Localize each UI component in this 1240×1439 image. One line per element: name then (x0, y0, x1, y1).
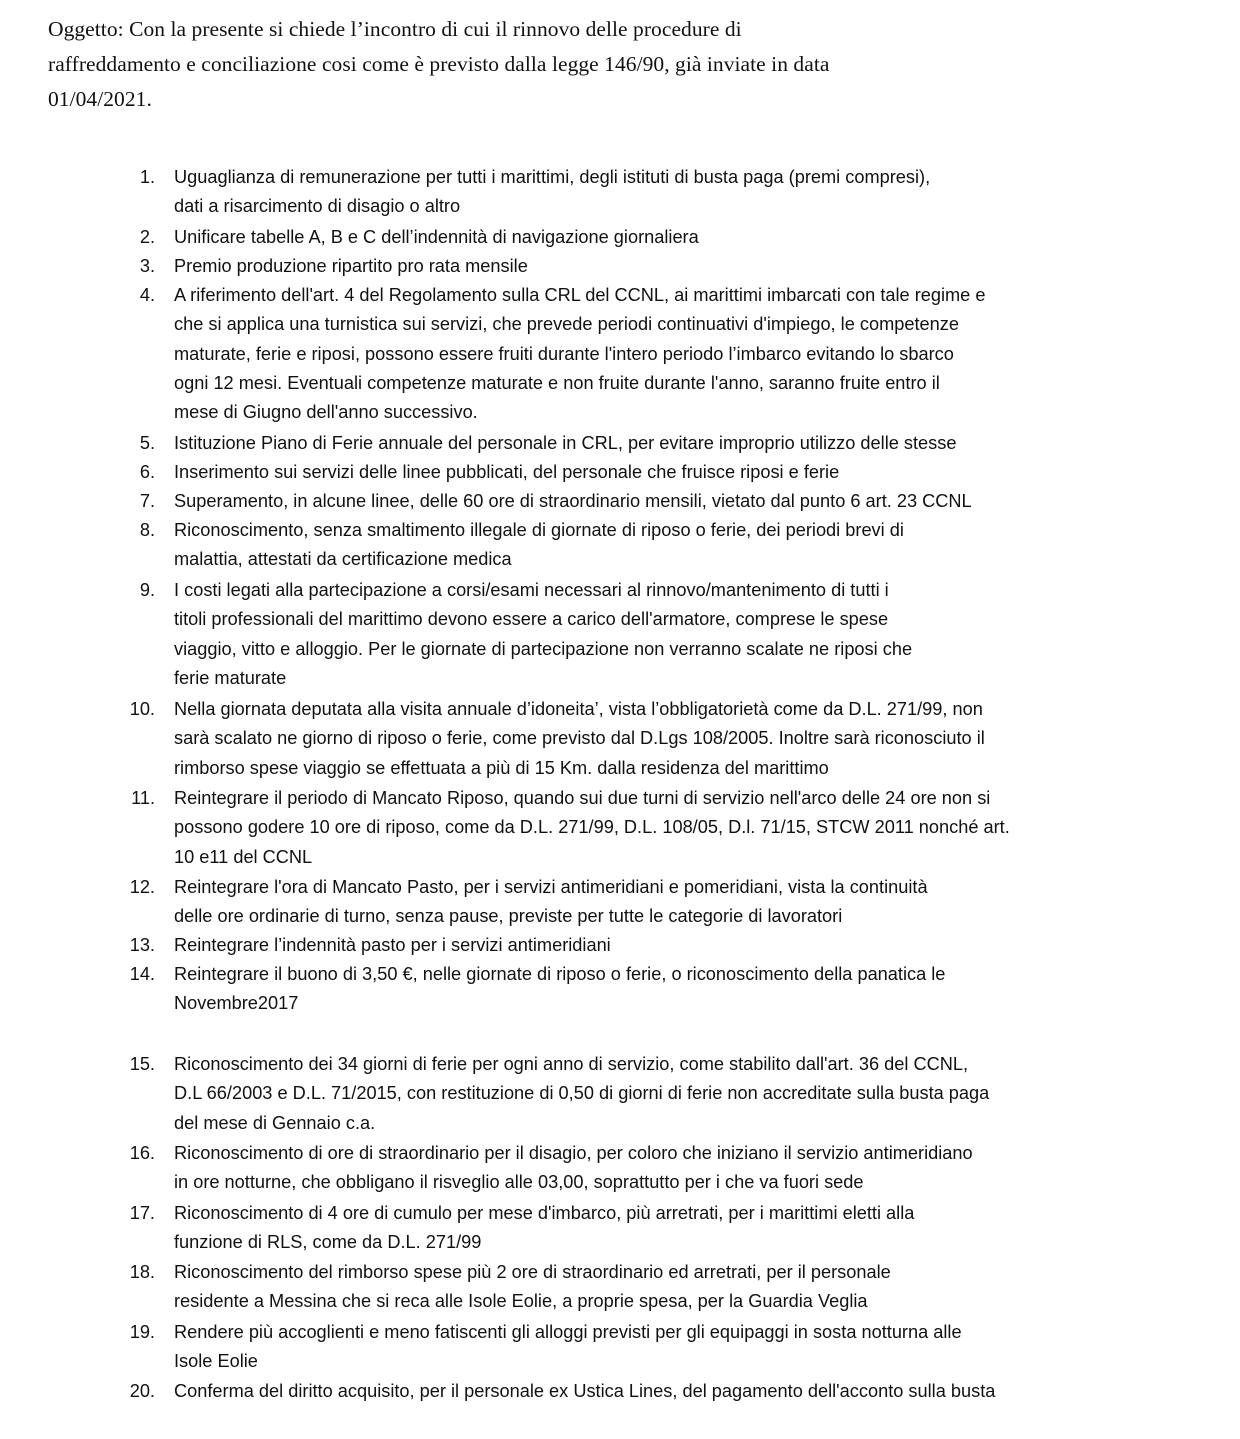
list-item-line: Unificare tabelle A, B e C dell’indennità di navigazione giornaliera (174, 227, 699, 247)
list-item-line: Istituzione Piano di Ferie annuale del personale in CRL, per evitare improprio utilizzo delle stesse (174, 433, 957, 453)
list-item-line: ferie maturate (174, 667, 287, 688)
list-item-text (174, 1139, 1174, 1198)
list-item-line: Nella giornata deputata alla visita annuale d’idoneita’, vista l’obbligatorietà come da D.L. 271/99, non (174, 699, 983, 719)
list-item-line: D.L 66/2003 e D.L. 71/2015, con restituzione di 0,50 di giorni di ferie non accreditate sulla busta paga (174, 1083, 990, 1104)
list-item-number: 6. (139, 462, 155, 482)
list-item-line: Reintegrare l’indennità pasto per i servizi antimeridiani (174, 935, 611, 955)
list-item-text (174, 695, 1174, 783)
list-item-text (174, 1199, 1174, 1258)
list-item-line: Riconoscimento di 4 ore di cumulo per mese d'imbarco, più arretrati, per i marittimi eletti alla (174, 1203, 915, 1223)
list-item-line: Reintegrare il buono di 3,50 €, nelle giornate di riposo o ferie, o riconoscimento della panatica le (174, 964, 946, 984)
list-item-line: viaggio, vitto e alloggio. Per le giornate di partecipazione non verranno scalate ne riposi che (174, 638, 913, 659)
list-item-text (174, 281, 1174, 427)
list-item-text (174, 1318, 1174, 1377)
list-item-line: che si applica una turnistica sui servizi, che prevede periodi continuativi d'impiego, le competenze (174, 314, 959, 335)
list-item-number: 17. (129, 1203, 155, 1223)
list-item-text (174, 873, 1174, 932)
list-item-number: 16. (129, 1143, 155, 1163)
list-item-text (174, 163, 1174, 222)
list-item-number: 18. (129, 1262, 155, 1282)
list-item-line: rimborso spese viaggio se effettuata a più di 15 Km. dalla residenza del marittimo (174, 757, 829, 778)
list-item-number: 11. (131, 788, 155, 808)
list-item-line: sarà scalato ne giorno di riposo o ferie, come previsto dal D.Lgs 108/2005. Inoltre sarà riconosciuto il (174, 728, 985, 749)
list-item-number: 7. (139, 491, 155, 511)
list-item-line: Reintegrare il periodo di Mancato Riposo, quando sui due turni di servizio nell'arco delle 24 ore non si (174, 788, 991, 808)
list-item-line: Riconoscimento dei 34 giorni di ferie per ogni anno di servizio, come stabilito dall'art. 36 del CCNL, (174, 1054, 969, 1074)
list-item-line: Novembre2017 (174, 993, 299, 1014)
list-item-line: in ore notturne, che obbligano il risveglio alle 03,00, soprattutto per i che va fuori sede (174, 1172, 864, 1193)
list-item-number: 2. (139, 227, 155, 247)
list-item-text (174, 1050, 1174, 1138)
list-item-text (174, 429, 1174, 458)
list-item-text (174, 931, 1174, 960)
subject-line: raffreddamento e conciliazione cosi come è previsto dalla legge 146/90, già inviate in data (48, 52, 830, 76)
list-item-line: del mese di Gennaio c.a. (174, 1112, 376, 1133)
list-item-line: dati a risarcimento di disagio o altro (174, 196, 461, 217)
list-item-number: 20. (129, 1381, 155, 1401)
list-item-line: Conferma del diritto acquisito, per il personale ex Ustica Lines, del pagamento dell'acconto sulla busta (174, 1381, 996, 1401)
list-item-line: Isole Eolie (174, 1351, 258, 1372)
list-item-text (174, 960, 1174, 1019)
list-item-line: 10 e11 del CCNL (174, 846, 313, 867)
list-item-number: 12. (129, 877, 155, 897)
list-item-line: Reintegrare l'ora di Mancato Pasto, per i servizi antimeridiani e pomeridiani, vista la continuità (174, 877, 928, 897)
list-item-line: ogni 12 mesi. Eventuali competenze maturate e non fruite durante l'anno, saranno fruite entro il (174, 372, 940, 393)
list-item-line: delle ore ordinarie di turno, senza pause, previste per tutte le categorie di lavoratori (174, 906, 843, 927)
list-item-line: Superamento, in alcune linee, delle 60 ore di straordinario mensili, vietato dal punto 6 art. 23 CCNL (174, 491, 972, 511)
list-item-line: residente a Messina che si reca alle Isole Eolie, a proprie spesa, per la Guardia Veglia (174, 1291, 868, 1312)
list-item-line: Rendere più accoglienti e meno fatiscenti gli alloggi previsti per gli equipaggi in sosta notturna alle (174, 1322, 962, 1342)
list-item-line: Uguaglianza di remunerazione per tutti i marittimi, degli istituti di busta paga (premi compresi), (174, 167, 931, 187)
list-item-number: 9. (139, 580, 155, 600)
list-item-line: maturate, ferie e riposi, possono essere fruiti durante l'intero periodo l’imbarco evitando lo sbarco (174, 343, 954, 364)
list-item-number: 3. (139, 256, 155, 276)
list-item-number: 1. (139, 167, 155, 187)
list-item-number: 13. (129, 935, 155, 955)
list-item-text (174, 458, 1174, 487)
list-item-line: Inserimento sui servizi delle linee pubblicati, del personale che fruisce riposi e ferie (174, 462, 840, 482)
list-item-line: Premio produzione ripartito pro rata mensile (174, 256, 528, 276)
list-item-text (174, 252, 1174, 281)
list-item-number: 4. (139, 285, 155, 305)
subject-line: 01/04/2021. (48, 87, 152, 111)
list-item-text (174, 223, 1174, 252)
list-item-text (174, 576, 1174, 693)
list-item-line: malattia, attestati da certificazione medica (174, 549, 512, 570)
list-item-line: possono godere 10 ore di riposo, come da D.L. 271/99, D.L. 108/05, D.l. 71/15, STCW 2011 nonché art. (174, 817, 1010, 838)
list-item-line: funzione di RLS, come da D.L. 271/99 (174, 1232, 482, 1253)
list-item-text (174, 1377, 1174, 1406)
list-item-line: Riconoscimento del rimborso spese più 2 ore di straordinario ed arretrati, per il personale (174, 1262, 891, 1282)
list-item-number: 15. (129, 1054, 155, 1074)
list-item-number: 14. (129, 964, 155, 984)
list-item-line: Riconoscimento di ore di straordinario per il disagio, per coloro che iniziano il servizio antimeridiano (174, 1143, 973, 1163)
list-item-text (174, 487, 1174, 516)
list-item-line: A riferimento dell'art. 4 del Regolamento sulla CRL del CCNL, ai marittimi imbarcati con tale regime e (174, 285, 986, 305)
list-item-line: titoli professionali del marittimo devono essere a carico dell'armatore, comprese le spese (174, 609, 889, 630)
list-item-number: 19. (129, 1322, 155, 1342)
subject-line: Oggetto: Con la presente si chiede l’incontro di cui il rinnovo delle procedure di (48, 17, 742, 41)
list-item-line: Riconoscimento, senza smaltimento illegale di giornate di riposo o ferie, dei periodi brevi di (174, 520, 904, 540)
list-item-text (174, 516, 1174, 575)
list-item-line: I costi legati alla partecipazione a corsi/esami necessari al rinnovo/mantenimento di tutti i (174, 580, 889, 600)
list-item-number: 10. (129, 699, 155, 719)
list-item-text (174, 1258, 1174, 1317)
list-item-number: 8. (139, 520, 155, 540)
list-item-line: mese di Giugno dell'anno successivo. (174, 402, 478, 423)
list-item-number: 5. (139, 433, 155, 453)
list-item-text (174, 784, 1174, 872)
